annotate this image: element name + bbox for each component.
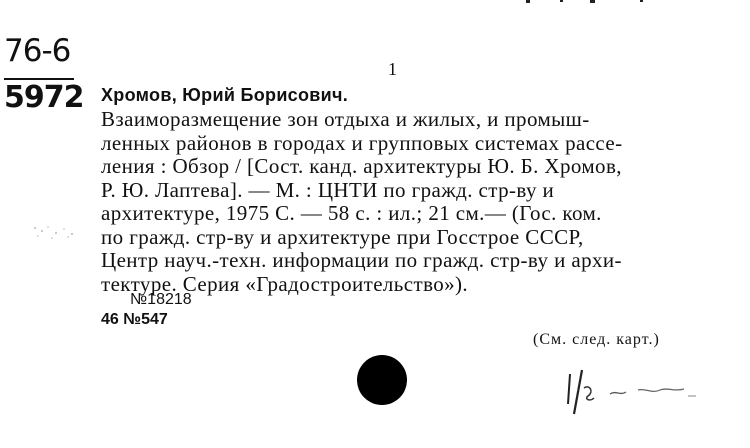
description-line: Р. Ю. Лаптева]. — М. : ЦНТИ по гражд. стр-ву и [101, 177, 555, 202]
call-number-bottom: 5972 [4, 80, 84, 115]
inventory-number: №18218 [130, 291, 192, 308]
description-line: Взаиморазмещение зон отдыха и жилых, и промыш- [101, 107, 590, 131]
top-edge-marks [520, 0, 680, 6]
author-heading: Хромов, Юрий Борисович. [101, 85, 349, 105]
description-line: по гражд. стр-ву и архитектуре при Госстрое СССР, [101, 224, 584, 249]
description-line: Центр науч.-техн. информации по гражд. стр-ву и архи- [101, 248, 622, 272]
scan-smudge [30, 222, 80, 242]
call-number-top: 76-6 [4, 33, 71, 69]
description-line: ленных районов в городах и групповых системах рассе- [101, 130, 623, 155]
bibliographic-description [101, 108, 709, 296]
handwritten-signature-icon [560, 366, 700, 422]
punch-hole-icon [357, 355, 407, 405]
description-line: ления : Обзор / [Сост. канд. архитектуры Ю. Б. Хромов, [101, 154, 622, 178]
see-next-card-note: (См. след. карт.) [533, 331, 660, 348]
page-number: 1 [388, 59, 397, 79]
description-line: архитектуре, 1975 С. — 58 с. : ил.; 21 см.— (Гос. ком. [101, 201, 602, 225]
description-line: тектуре. Серия «Градостроительство»). [101, 271, 469, 296]
shelf-inventory-number: 46 №547 [101, 311, 168, 328]
